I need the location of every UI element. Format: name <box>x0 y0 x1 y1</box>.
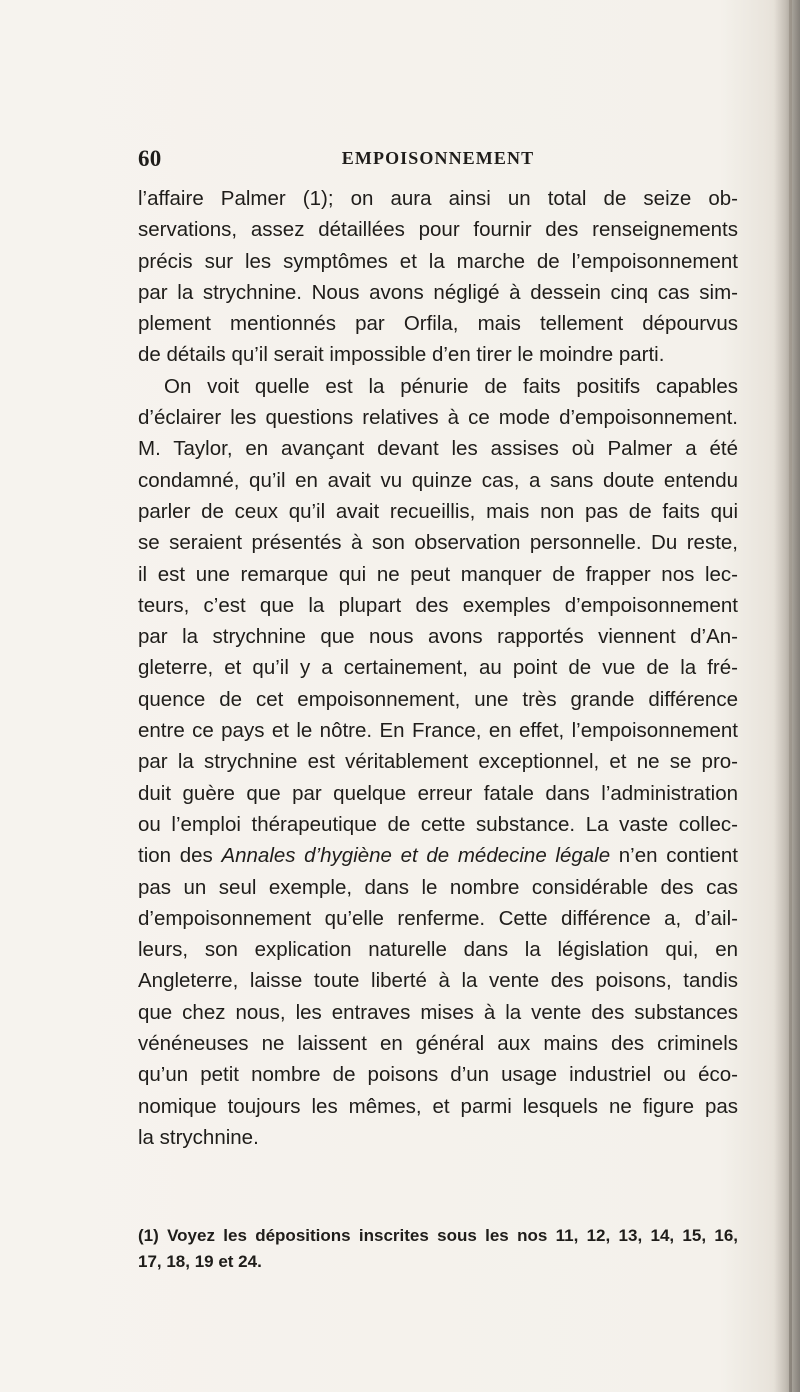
text-line: par la strychnine est véritablement exceptionnel, et ne se pro- <box>138 750 738 774</box>
journal-title: Annales d’hygiène et de médecine légale <box>221 844 611 868</box>
footnote-line: (1) Voyez les dépositions inscrites sous les nos 11, 12, 13, 14, 15, 16, <box>138 1226 738 1245</box>
text-line: de détails qu’il serait impossible d’en tirer le moindre parti. <box>138 343 665 367</box>
text-line: d’éclairer les questions relatives à ce mode d’empoisonnement. <box>138 406 738 430</box>
text-line: la strychnine. <box>138 1125 259 1149</box>
text-line: précis sur les symptômes et la marche de l’empoisonnement <box>138 249 738 273</box>
main-text <box>138 183 738 1153</box>
text-line-with-title <box>138 840 738 871</box>
text-line: On voit quelle est la pénurie de faits positifs capables <box>164 374 738 398</box>
text-segment: tion des <box>138 844 222 868</box>
text-line: Angleterre, laisse toute liberté à la vente des poisons, tandis <box>138 969 738 993</box>
text-line: servations, assez détaillées pour fournir des renseignements <box>138 218 738 242</box>
footnote <box>138 1223 738 1275</box>
text-line: gleterre, et qu’il y a certainement, au point de vue de la fré- <box>138 656 738 680</box>
text-line: nomique toujours les mêmes, et parmi lesquels ne figure pas <box>138 1094 738 1118</box>
text-line: que chez nous, les entraves mises à la vente des substances <box>138 1000 738 1024</box>
text-line: M. Taylor, en avançant devant les assises où Palmer a été <box>138 437 738 461</box>
text-line: quence de cet empoisonnement, une très grande différence <box>138 687 738 711</box>
text-line: par la strychnine que nous avons rapportés viennent d’An- <box>138 625 738 649</box>
page-edge-shadow <box>774 0 800 1392</box>
running-title: EMPOISONNEMENT <box>341 148 535 168</box>
footnote-line: 17, 18, 19 et 24. <box>138 1252 262 1271</box>
text-line: il est une remarque qui ne peut manquer de frapper nos lec- <box>138 562 738 586</box>
text-line: vénéneuses ne laissent en général aux mains des criminels <box>138 1032 738 1056</box>
page-number: 60 <box>138 146 162 171</box>
text-line: d’empoisonnement qu’elle renferme. Cette différence a, d’ail- <box>138 906 738 930</box>
text-line: se seraient présentés à son observation personnelle. Du reste, <box>138 531 738 555</box>
text-line: teurs, c’est que la plupart des exemples d’empoisonnement <box>138 593 738 617</box>
text-line: pas un seul exemple, dans le nombre considérable des cas <box>138 875 738 899</box>
text-line: parler de ceux qu’il avait recueillis, mais non pas de faits qui <box>138 499 738 523</box>
text-line: entre ce pays et le nôtre. En France, en effet, l’empoisonnement <box>138 719 738 743</box>
text-line: leurs, son explication naturelle dans la législation qui, en <box>138 938 738 962</box>
page-header <box>138 146 738 176</box>
text-segment: n’en contient <box>610 844 738 868</box>
text-line: condamné, qu’il en avait vu quinze cas, a sans doute entendu <box>138 468 738 492</box>
text-line: duit guère que par quelque erreur fatale dans l’administration <box>138 781 738 805</box>
page-edge-line <box>789 0 792 1392</box>
text-line: qu’un petit nombre de poisons d’un usage industriel ou éco- <box>138 1063 738 1087</box>
text-line: ou l’emploi thérapeutique de cette substance. La vaste collec- <box>138 812 738 836</box>
text-line: plement mentionnés par Orfila, mais tellement dépourvus <box>138 312 738 336</box>
text-line: par la strychnine. Nous avons négligé à dessein cinq cas sim- <box>138 280 738 304</box>
text-line: l’affaire Palmer (1); on aura ainsi un total de seize ob- <box>138 187 738 210</box>
